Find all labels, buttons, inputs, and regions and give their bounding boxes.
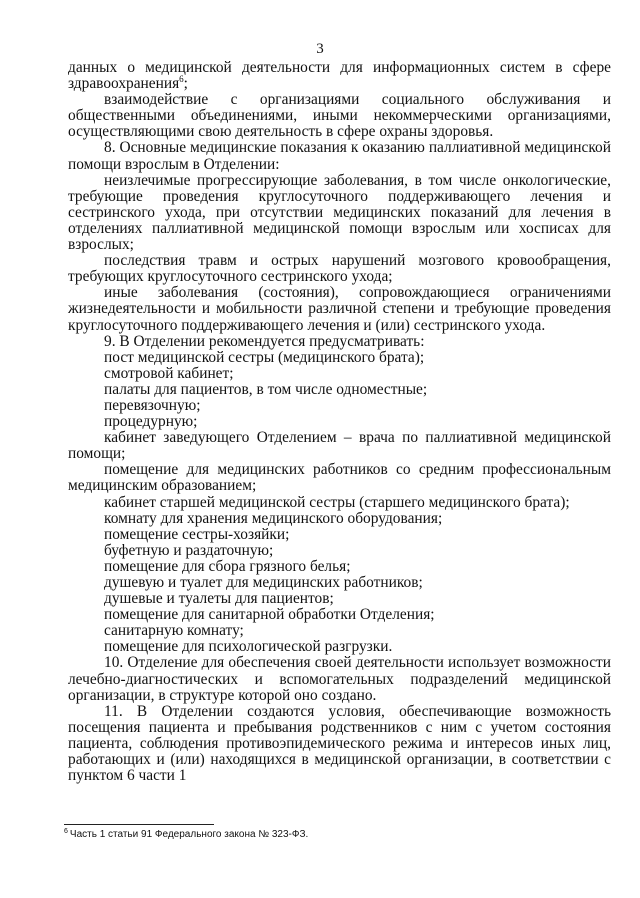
- document-body: [68, 60, 611, 784]
- list-item: кабинет старшей медицинской сестры (старшего медицинского брата);: [104, 493, 570, 511]
- list-item: буфетную и раздаточную;: [104, 541, 274, 559]
- list-item: процедурную;: [104, 413, 198, 431]
- list-item: душевую и туалет для медицинских работников;: [104, 574, 423, 591]
- list-item: палаты для пациентов, в том числе одноместные;: [104, 380, 428, 398]
- list-item: последствия травм и острых нарушений мозгового кровообращения, требующих круглосуточного сестринского ухода;: [68, 252, 611, 286]
- footnote-text: Часть 1 статьи 91 Федерального закона № 323-ФЗ.: [69, 829, 309, 840]
- section-11-paragraph: 11. В Отделении создаются условия, обеспечивающие возможность посещения пациента и пребывания родственников с ним с учетом состояния пациента, соблюдения противоэпидемического режима и интересов иных лиц, работающих и (или) находящихся в медицинской организации, в соответствии с пунктом 6 части 1: [68, 702, 611, 785]
- list-item: помещение для психологической разгрузки.: [104, 638, 393, 656]
- list-item: смотровой кабинет;: [104, 364, 234, 382]
- list-item: помещение для медицинских работников со средним профессиональным медицинским образованием;: [68, 461, 611, 495]
- page-number: 3: [316, 41, 324, 57]
- list-item: санитарную комнату;: [104, 622, 244, 640]
- section-8-heading: 8. Основные медицинские показания к оказанию паллиативной медицинской помощи взрослым в Отделении:: [68, 139, 611, 173]
- list-item: помещение для санитарной обработки Отделения;: [104, 606, 435, 624]
- paragraph-text: данных о медицинской деятельности для информационных систем в сфере здравоохранения: [68, 59, 611, 93]
- paragraph-tail: ;: [183, 75, 188, 93]
- list-item: комнату для хранения медицинского оборудования;: [104, 509, 443, 527]
- paragraph-continuation: [68, 60, 611, 92]
- footnote-divider: [64, 824, 214, 825]
- footnote-mark: 6: [64, 827, 68, 835]
- list-item: помещение для сбора грязного белья;: [104, 557, 351, 575]
- paragraph: взаимодействие с организациями социального обслуживания и общественными объединениями, иными некоммерческими организациями, осуществляющими свою деятельность в сфере охраны здоровья.: [68, 91, 611, 141]
- list-item: помещение сестры-хозяйки;: [104, 525, 290, 543]
- footnote-reference: 6: [179, 73, 184, 84]
- list-item: иные заболевания (состояния), сопровождающиеся ограничениями жизнедеятельности и мобильности различной степени и требующие проведения круглосуточного поддерживающего лечения и (или) сестринского ухода.: [68, 284, 611, 334]
- footnote: [64, 829, 604, 841]
- section-9-heading: 9. В Отделении рекомендуется предусматривать:: [104, 332, 425, 350]
- list-item: перевязочную;: [104, 396, 201, 414]
- section-10-paragraph: 10. Отделение для обеспечения своей деятельности использует возможности лечебно-диагностических и вспомогательных подразделений медицинской организации, в структуре которой оно создано.: [68, 654, 611, 704]
- list-item: неизлечимые прогрессирующие заболевания, в том числе онкологические, требующие проведения круглосуточного поддерживающего лечения и сестринского ухода, при отсутствии медицинских показаний для лечения в отделениях паллиативной медицинской помощи взрослым или хосписах для взрослых;: [68, 171, 611, 254]
- list-item: душевые и туалеты для пациентов;: [104, 590, 334, 608]
- list-item: пост медицинской сестры (медицинского брата);: [104, 348, 425, 366]
- list-item: кабинет заведующего Отделением – врача по паллиативной медицинской помощи;: [68, 429, 611, 463]
